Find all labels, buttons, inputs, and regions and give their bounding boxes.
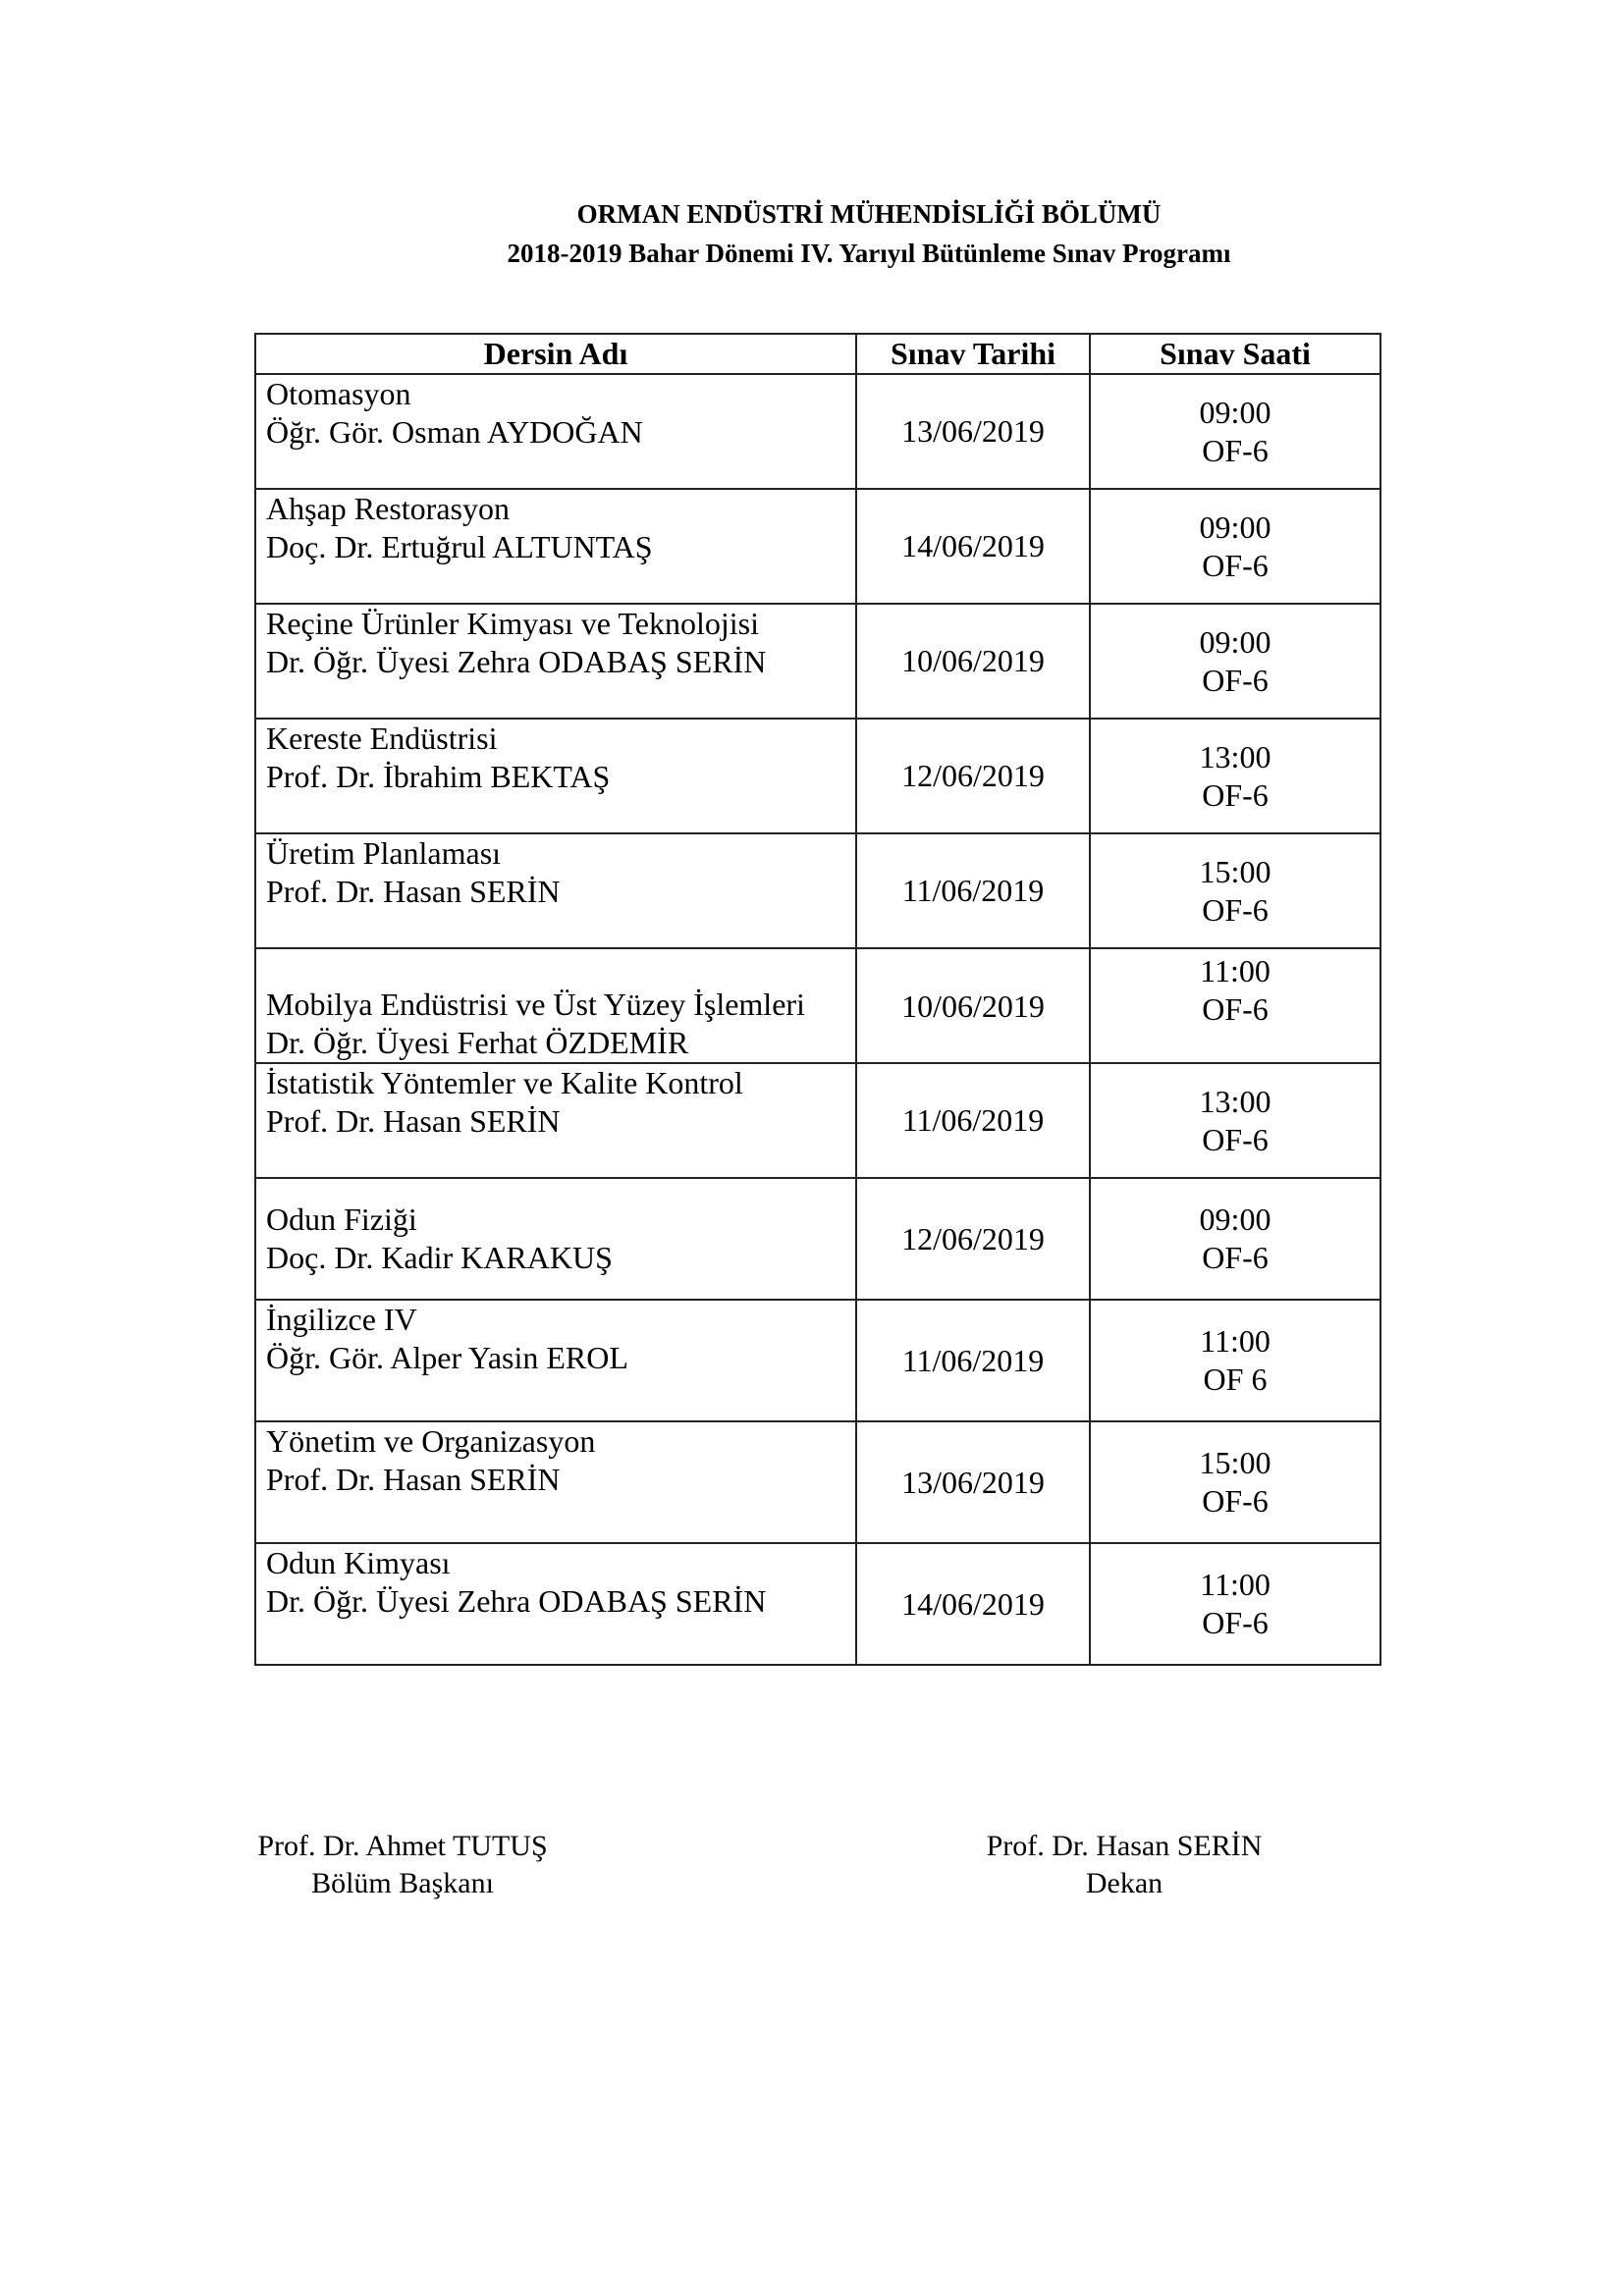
course-name: İstatistik Yöntemler ve Kalite Kontrol — [266, 1065, 743, 1100]
time-cell — [1090, 604, 1380, 719]
table-row — [255, 1300, 1380, 1421]
exam-date: 14/06/2019 — [856, 489, 1090, 604]
exam-time: 09:00 — [1199, 623, 1271, 660]
column-header-course: Dersin Adı — [255, 334, 856, 374]
exam-room: OF-6 — [1202, 547, 1269, 583]
exam-time: 09:00 — [1199, 508, 1271, 545]
course-name: Ahşap Restorasyon — [266, 491, 510, 526]
course-name: Otomasyon — [266, 376, 411, 411]
course-name: Reçine Ürünler Kimyası ve Teknolojisi — [266, 606, 759, 641]
instructor-name: Dr. Öğr. Üyesi Ferhat ÖZDEMİR — [266, 1025, 689, 1060]
time-cell — [1090, 1543, 1380, 1665]
table-row — [255, 604, 1380, 719]
table-row — [255, 719, 1380, 833]
instructor-name: Prof. Dr. Hasan SERİN — [266, 1103, 561, 1139]
exam-date: 10/06/2019 — [856, 948, 1090, 1063]
exam-date: 12/06/2019 — [856, 719, 1090, 833]
time-cell — [1090, 374, 1380, 489]
table-row — [255, 1543, 1380, 1665]
instructor-name: Prof. Dr. İbrahim BEKTAŞ — [266, 759, 611, 794]
instructor-name: Dr. Öğr. Üyesi Zehra ODABAŞ SERİN — [266, 644, 767, 679]
exam-date: 14/06/2019 — [856, 1543, 1090, 1665]
course-name: İngilizce IV — [266, 1302, 417, 1337]
table-row — [255, 1063, 1380, 1178]
signature-block-department-head — [226, 1828, 579, 1902]
signatory-title: Dekan — [1085, 1867, 1163, 1899]
exam-date: 11/06/2019 — [856, 833, 1090, 948]
table-header-row — [255, 334, 1380, 374]
time-cell — [1090, 489, 1380, 604]
time-cell — [1090, 719, 1380, 833]
instructor-name: Prof. Dr. Hasan SERİN — [266, 874, 561, 909]
time-cell — [1090, 1063, 1380, 1178]
course-cell — [255, 489, 856, 604]
signatory-name: Prof. Dr. Ahmet TUTUŞ — [257, 1830, 548, 1862]
table-row — [255, 1421, 1380, 1543]
course-cell — [255, 1300, 856, 1421]
program-title: 2018-2019 Bahar Dönemi IV. Yarıyıl Bütünleme Sınav Programı — [507, 239, 1231, 268]
course-cell — [255, 1421, 856, 1543]
instructor-name: Öğr. Gör. Alper Yasin EROL — [266, 1340, 628, 1375]
course-cell — [255, 604, 856, 719]
instructor-name: Doç. Dr. Kadir KARAKUŞ — [266, 1240, 613, 1275]
exam-date: 11/06/2019 — [856, 1300, 1090, 1421]
table-row — [255, 948, 1380, 1063]
table-row — [255, 1178, 1380, 1300]
course-cell — [255, 374, 856, 489]
course-cell — [255, 948, 856, 1063]
exam-time: 13:00 — [1199, 738, 1271, 774]
time-cell — [1090, 1421, 1380, 1543]
exam-date: 11/06/2019 — [856, 1063, 1090, 1178]
department-title: ORMAN ENDÜSTRİ MÜHENDİSLİĞİ BÖLÜMÜ — [576, 199, 1162, 229]
course-name: Kereste Endüstrisi — [266, 721, 498, 756]
exam-date: 13/06/2019 — [856, 374, 1090, 489]
table-row — [255, 489, 1380, 604]
exam-time: 11:00 — [1200, 1567, 1271, 1602]
exam-room: OF 6 — [1203, 1362, 1268, 1397]
exam-room: OF-6 — [1202, 1483, 1269, 1519]
course-cell — [255, 833, 856, 948]
exam-room: OF-6 — [1202, 1240, 1269, 1275]
course-name: Odun Fiziği — [266, 1201, 417, 1237]
time-cell — [1090, 833, 1380, 948]
exam-room: OF-6 — [1202, 776, 1269, 813]
instructor-name: Doç. Dr. Ertuğrul ALTUNTAŞ — [266, 529, 653, 564]
exam-date: 12/06/2019 — [856, 1178, 1090, 1300]
course-cell — [255, 1178, 856, 1300]
course-name: Üretim Planlaması — [266, 835, 502, 871]
exam-room: OF-6 — [1202, 662, 1269, 698]
course-name: Mobilya Endüstrisi ve Üst Yüzey İşlemleri — [266, 987, 805, 1022]
exam-time: 09:00 — [1199, 1201, 1271, 1237]
column-header-time: Sınav Saati — [1090, 334, 1380, 374]
column-header-date: Sınav Tarihi — [856, 334, 1090, 374]
exam-date: 13/06/2019 — [856, 1421, 1090, 1543]
course-cell — [255, 719, 856, 833]
exam-time: 09:00 — [1199, 394, 1271, 430]
time-cell — [1090, 948, 1380, 1063]
exam-time: 15:00 — [1199, 1445, 1271, 1480]
exam-schedule-table — [254, 333, 1381, 1666]
instructor-name: Prof. Dr. Hasan SERİN — [266, 1462, 561, 1497]
signatory-name: Prof. Dr. Hasan SERİN — [986, 1830, 1263, 1862]
exam-room: OF-6 — [1202, 1121, 1269, 1157]
signatory-title: Bölüm Başkanı — [311, 1867, 494, 1899]
exam-room: OF-6 — [1202, 891, 1269, 928]
course-cell — [255, 1063, 856, 1178]
exam-time: 11:00 — [1200, 1323, 1271, 1359]
time-cell — [1090, 1300, 1380, 1421]
exam-room: OF-6 — [1202, 432, 1269, 468]
signature-block-dean — [943, 1828, 1306, 1902]
document-header — [0, 194, 1623, 273]
exam-time: 13:00 — [1199, 1083, 1271, 1119]
exam-room: OF-6 — [1202, 991, 1269, 1027]
time-cell — [1090, 1178, 1380, 1300]
course-name: Yönetim ve Organizasyon — [266, 1423, 596, 1459]
table-row — [255, 833, 1380, 948]
instructor-name: Dr. Öğr. Üyesi Zehra ODABAŞ SERİN — [266, 1583, 767, 1619]
instructor-name: Öğr. Gör. Osman AYDOĞAN — [266, 414, 643, 450]
course-name: Odun Kimyası — [266, 1545, 451, 1580]
exam-room: OF-6 — [1202, 1605, 1269, 1640]
exam-date: 10/06/2019 — [856, 604, 1090, 719]
table-row — [255, 374, 1380, 489]
course-cell — [255, 1543, 856, 1665]
exam-time: 11:00 — [1200, 953, 1271, 988]
exam-time: 15:00 — [1199, 853, 1271, 889]
